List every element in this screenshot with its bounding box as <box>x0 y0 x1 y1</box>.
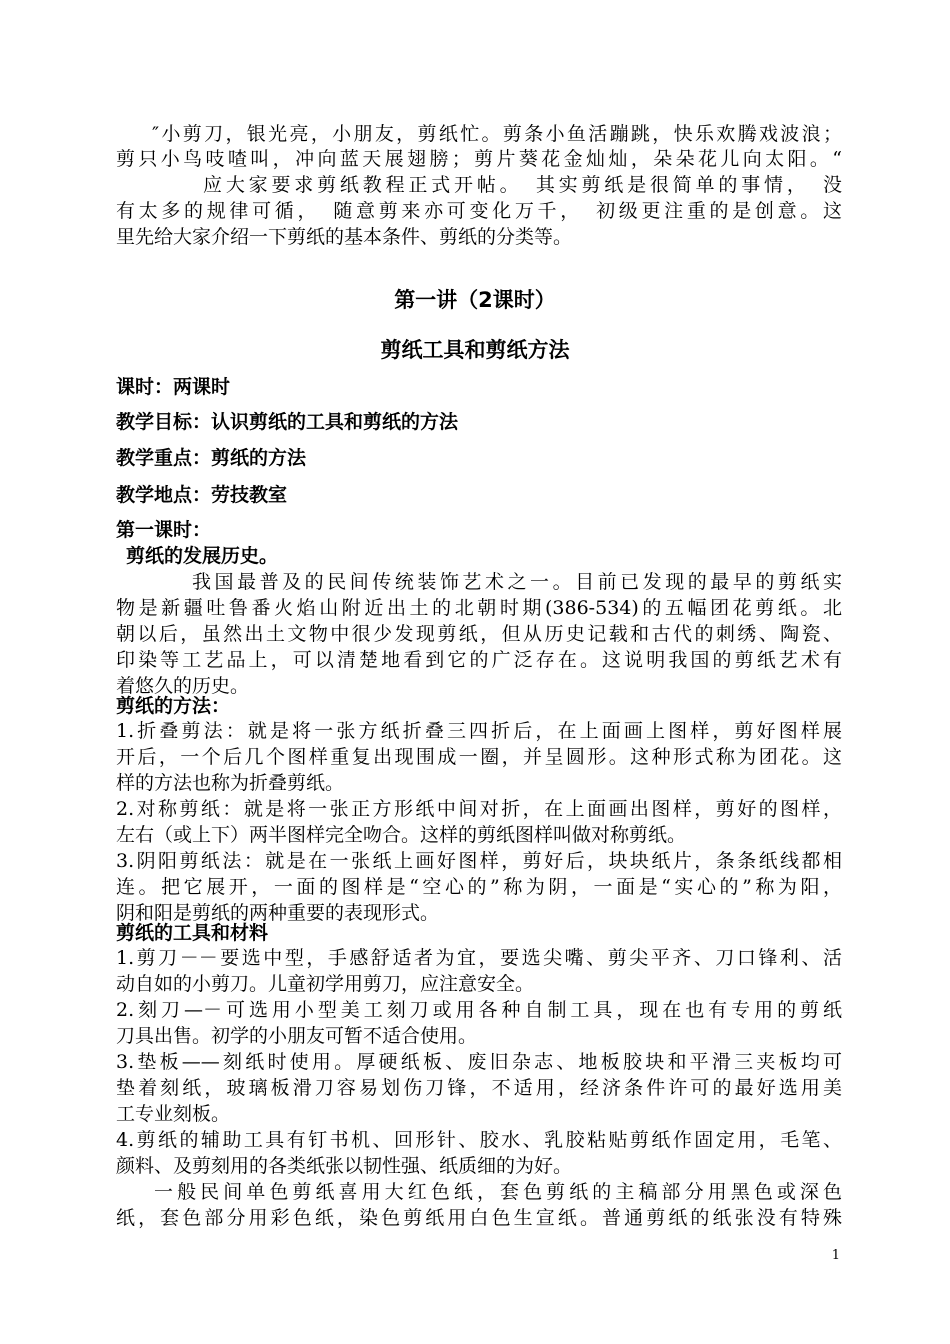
lecture-title: 第一讲（2课时） <box>394 288 556 312</box>
methods-line-4: 2.对称剪纸：就是将一张正方形纸中间对折，在上面画出图样，剪好的图样， <box>116 798 842 820</box>
methods-line-5: 左右（或上下）两半图样完全吻合。这样的剪纸图样叫做对称剪纸。 <box>116 824 687 846</box>
page-number: 1 <box>831 1248 840 1263</box>
methods-heading: 剪纸的方法： <box>116 695 231 717</box>
teaching-goal: 教学目标：认识剪纸的工具和剪纸的方法 <box>116 411 459 433</box>
teaching-location: 教学地点：劳技教室 <box>116 484 288 506</box>
tools-line-1: 1.剪刀－－要选中型，手感舒适者为宜，要选尖嘴、剪尖平齐、刀口锋利、活 <box>116 947 842 969</box>
methods-line-3: 样的方法也称为折叠剪纸。 <box>116 772 345 794</box>
intro-line-1: ″小剪刀，银光亮，小朋友，剪纸忙。剪条小鱼活蹦跳，快乐欢腾戏波浪； <box>152 123 842 145</box>
first-lesson-heading: 第一课时： <box>116 519 212 541</box>
methods-line-8: 阴和阳是剪纸的两种重要的表现形式。 <box>116 902 440 924</box>
tools-heading: 剪纸的工具和材料 <box>116 922 269 944</box>
history-line-2: 物是新疆吐鲁番火焰山附近出土的北朝时期(386-534)的五幅团花剪纸。北 <box>116 597 842 619</box>
tools-line-10: 一般民间单色剪纸喜用大红色纸，套色剪纸的主稿部分用黑色或深色 <box>154 1181 842 1203</box>
intro-line-2: 剪只小鸟吱喳叫，冲向蓝天展翅膀；剪片葵花金灿灿，朵朵花儿向太阳。“ <box>116 148 842 170</box>
history-line-4: 印染等工艺品上，可以清楚地看到它的广泛存在。这说明我国的剪纸艺术有 <box>116 649 842 671</box>
tools-line-11: 纸，套色部分用彩色纸，染色剪纸用白色生宣纸。普通剪纸的纸张没有特殊 <box>116 1207 842 1229</box>
intro-line-3: 应大家要求剪纸教程正式开帖。 其实剪纸是很简单的事情， 没 <box>203 174 842 196</box>
methods-line-1: 1.折叠剪法：就是将一张方纸折叠三四折后，在上面画上图样，剪好图样展 <box>116 720 842 742</box>
methods-line-7: 连。把它展开，一面的图样是“空心的”称为阴，一面是“实心的”称为阳， <box>116 876 842 898</box>
history-heading: 剪纸的发展历史。 <box>126 545 279 567</box>
intro-line-4: 有太多的规律可循， 随意剪来亦可变化万千， 初级更注重的是创意。这 <box>116 200 842 222</box>
history-line-3: 朝以后，虽然出土文物中很少发现剪纸，但从历史记载和古代的刺绣、陶瓷、 <box>116 623 842 645</box>
tools-line-4: 刀具出售。初学的小朋友可暂不适合使用。 <box>116 1025 478 1047</box>
tools-line-9: 颜料、及剪刻用的各类纸张以韧性强、纸质细的为好。 <box>116 1155 573 1177</box>
history-line-1: 我国最普及的民间传统装饰艺术之一。目前已发现的最早的剪纸实 <box>192 571 842 593</box>
tools-line-2: 动自如的小剪刀。儿童初学用剪刀，应注意安全。 <box>116 973 535 995</box>
methods-line-2: 开后，一个后几个图样重复出现围成一圈，并呈圆形。这种形式称为团花。这 <box>116 746 842 768</box>
tools-line-5: 3.垫板——刻纸时使用。厚硬纸板、废旧杂志、地板胶块和平滑三夹板均可 <box>116 1051 842 1073</box>
lesson-hours: 课时：两课时 <box>116 376 231 398</box>
tools-line-3: 2.刻刀—－可选用小型美工刻刀或用各种自制工具，现在也有专用的剪纸 <box>116 999 842 1021</box>
intro-line-5: 里先给大家介绍一下剪纸的基本条件、剪纸的分类等。 <box>116 226 573 248</box>
history-line-5: 着悠久的历史。 <box>116 675 250 697</box>
tools-line-8: 4.剪纸的辅助工具有钉书机、回形针、胶水、乳胶粘贴剪纸作固定用，毛笔、 <box>116 1129 842 1151</box>
methods-line-6: 3.阴阳剪纸法：就是在一张纸上画好图样，剪好后，块块纸片，条条纸线都相 <box>116 850 842 872</box>
teaching-focus: 教学重点：剪纸的方法 <box>116 447 307 469</box>
tools-line-7: 工专业刻板。 <box>116 1103 231 1125</box>
tools-line-6: 垫着刻纸，玻璃板滑刀容易划伤刀锋，不适用，经济条件许可的最好选用美 <box>116 1077 842 1099</box>
lecture-subtitle: 剪纸工具和剪纸方法 <box>380 338 570 362</box>
